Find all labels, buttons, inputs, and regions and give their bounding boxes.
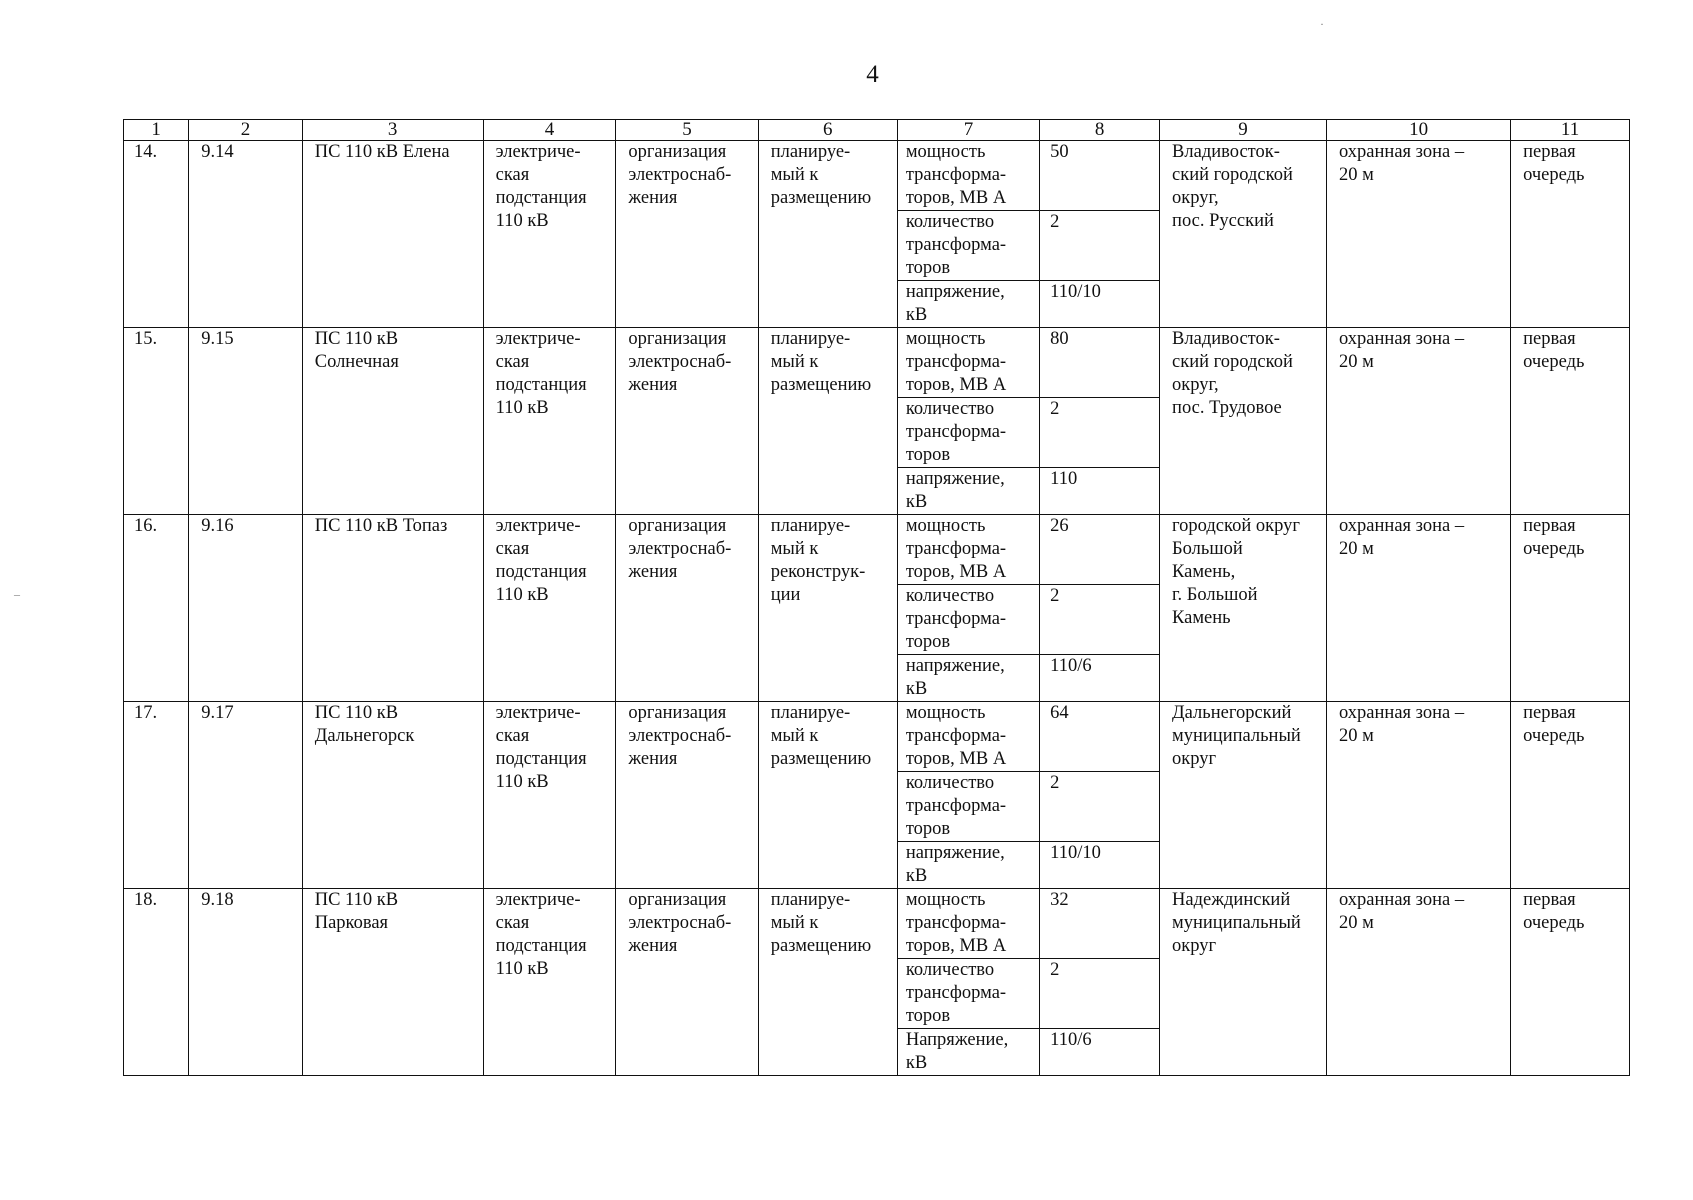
- row-number: 16.: [124, 515, 189, 702]
- parameter-label: напряжение, кВ: [897, 842, 1039, 889]
- row-number: 18.: [124, 889, 189, 1076]
- parameter-label: напряжение, кВ: [897, 281, 1039, 328]
- object-type: электриче- ская подстанция 110 кВ: [483, 141, 616, 328]
- table-row: [124, 328, 1630, 398]
- parameter-label: количество трансформа- торов: [897, 398, 1039, 468]
- object-type: электриче- ская подстанция 110 кВ: [483, 702, 616, 889]
- object-location: городской округ Большой Камень, г. Большой Камень: [1160, 515, 1327, 702]
- parameter-label: мощность трансформа- торов, МВ А: [897, 515, 1039, 585]
- row-number: 17.: [124, 702, 189, 889]
- implementation-stage: первая очередь: [1511, 141, 1630, 328]
- parameter-value: 110/10: [1040, 842, 1160, 889]
- parameter-label: Напряжение, кВ: [897, 1029, 1039, 1076]
- protection-zone: охранная зона – 20 м: [1327, 141, 1511, 328]
- parameter-value: 110/10: [1040, 281, 1160, 328]
- object-code: 9.14: [189, 141, 302, 328]
- parameter-value: 110: [1040, 468, 1160, 515]
- column-number: 6: [758, 120, 897, 141]
- scan-speck-left: –: [14, 587, 20, 601]
- parameter-value: 80: [1040, 328, 1160, 398]
- parameter-value: 2: [1040, 772, 1160, 842]
- object-type: электриче- ская подстанция 110 кВ: [483, 328, 616, 515]
- table-body: [124, 120, 1630, 1076]
- object-name: ПС 110 кВ Солнечная: [302, 328, 483, 515]
- protection-zone: охранная зона – 20 м: [1327, 702, 1511, 889]
- objects-table: [123, 119, 1630, 1076]
- parameter-value: 2: [1040, 211, 1160, 281]
- parameter-label: мощность трансформа- торов, МВ А: [897, 328, 1039, 398]
- object-location: Владивосток- ский городской округ, пос. Трудовое: [1160, 328, 1327, 515]
- column-number: 1: [124, 120, 189, 141]
- column-number: 7: [897, 120, 1039, 141]
- implementation-stage: первая очередь: [1511, 702, 1630, 889]
- object-code: 9.18: [189, 889, 302, 1076]
- column-number-row: [124, 120, 1630, 141]
- table-row: [124, 515, 1630, 585]
- column-number: 2: [189, 120, 302, 141]
- object-name: ПС 110 кВ Парковая: [302, 889, 483, 1076]
- column-number: 5: [616, 120, 758, 141]
- column-number: 10: [1327, 120, 1511, 141]
- parameter-label: напряжение, кВ: [897, 468, 1039, 515]
- table-container: [123, 119, 1630, 1076]
- implementation-stage: первая очередь: [1511, 515, 1630, 702]
- protection-zone: охранная зона – 20 м: [1327, 515, 1511, 702]
- column-number: 11: [1511, 120, 1630, 141]
- parameter-value: 110/6: [1040, 1029, 1160, 1076]
- object-location: Надеждинский муниципальный округ: [1160, 889, 1327, 1076]
- object-status: планируе- мый к реконструк- ции: [758, 515, 897, 702]
- object-status: планируе- мый к размещению: [758, 889, 897, 1076]
- parameter-value: 32: [1040, 889, 1160, 959]
- object-type: электриче- ская подстанция 110 кВ: [483, 515, 616, 702]
- object-status: планируе- мый к размещению: [758, 702, 897, 889]
- parameter-value: 2: [1040, 398, 1160, 468]
- table-row: [124, 141, 1630, 211]
- protection-zone: охранная зона – 20 м: [1327, 328, 1511, 515]
- object-status: планируе- мый к размещению: [758, 328, 897, 515]
- object-type: электриче- ская подстанция 110 кВ: [483, 889, 616, 1076]
- parameter-label: количество трансформа- торов: [897, 959, 1039, 1029]
- implementation-stage: первая очередь: [1511, 889, 1630, 1076]
- parameter-label: мощность трансформа- торов, МВ А: [897, 702, 1039, 772]
- parameter-value: 26: [1040, 515, 1160, 585]
- column-number: 9: [1160, 120, 1327, 141]
- implementation-stage: первая очередь: [1511, 328, 1630, 515]
- protection-zone: охранная зона – 20 м: [1327, 889, 1511, 1076]
- object-location: Владивосток- ский городской округ, пос. Русский: [1160, 141, 1327, 328]
- object-code: 9.15: [189, 328, 302, 515]
- parameter-value: 2: [1040, 959, 1160, 1029]
- object-location: Дальнегорский муниципальный округ: [1160, 702, 1327, 889]
- object-name: ПС 110 кВ Елена: [302, 141, 483, 328]
- object-purpose: организация электроснаб- жения: [616, 702, 758, 889]
- parameter-label: мощность трансформа- торов, МВ А: [897, 889, 1039, 959]
- column-number: 3: [302, 120, 483, 141]
- parameter-label: мощность трансформа- торов, МВ А: [897, 141, 1039, 211]
- row-number: 15.: [124, 328, 189, 515]
- parameter-value: 64: [1040, 702, 1160, 772]
- object-name: ПС 110 кВ Дальнегорск: [302, 702, 483, 889]
- object-code: 9.17: [189, 702, 302, 889]
- column-number: 4: [483, 120, 616, 141]
- parameter-value: 110/6: [1040, 655, 1160, 702]
- object-purpose: организация электроснаб- жения: [616, 328, 758, 515]
- object-purpose: организация электроснаб- жения: [616, 515, 758, 702]
- object-name: ПС 110 кВ Топаз: [302, 515, 483, 702]
- parameter-label: количество трансформа- торов: [897, 211, 1039, 281]
- parameter-value: 2: [1040, 585, 1160, 655]
- table-row: [124, 889, 1630, 959]
- object-purpose: организация электроснаб- жения: [616, 889, 758, 1076]
- table-row: [124, 702, 1630, 772]
- object-purpose: организация электроснаб- жения: [616, 141, 758, 328]
- scan-speck-top-right: ·: [1320, 17, 1324, 31]
- object-status: планируе- мый к размещению: [758, 141, 897, 328]
- row-number: 14.: [124, 141, 189, 328]
- parameter-label: количество трансформа- торов: [897, 772, 1039, 842]
- parameter-value: 50: [1040, 141, 1160, 211]
- parameter-label: напряжение, кВ: [897, 655, 1039, 702]
- parameter-label: количество трансформа- торов: [897, 585, 1039, 655]
- page-number: 4: [866, 61, 879, 88]
- column-number: 8: [1040, 120, 1160, 141]
- object-code: 9.16: [189, 515, 302, 702]
